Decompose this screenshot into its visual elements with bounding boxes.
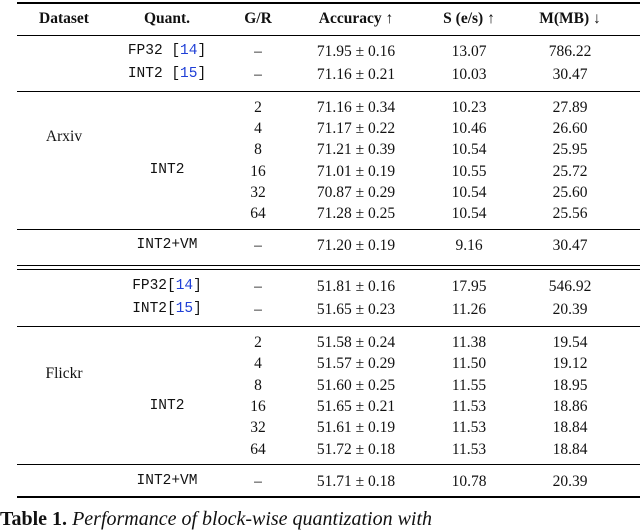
memory-cell: 20.39 xyxy=(552,473,588,490)
accuracy-cell: 51.72 ± 0.18 xyxy=(316,441,396,458)
dataset-arxiv: Arxiv xyxy=(45,128,83,145)
quant-cell: INT2[15] xyxy=(132,301,202,317)
speed-cell: 10.55 xyxy=(451,163,487,180)
memory-cell: 26.60 xyxy=(552,120,588,137)
header-gr: G/R xyxy=(244,10,272,27)
arxiv-rule-2 xyxy=(17,229,640,230)
citation-link[interactable]: 15 xyxy=(175,301,194,317)
gr-cell: 2 xyxy=(254,99,262,116)
accuracy-cell: 71.16 ± 0.21 xyxy=(316,66,396,83)
gr-cell: 64 xyxy=(250,205,266,222)
gr-cell: – xyxy=(254,66,262,83)
speed-cell: 10.46 xyxy=(451,120,487,137)
memory-cell: 546.92 xyxy=(548,278,592,295)
memory-cell: 786.22 xyxy=(548,43,592,60)
speed-cell: 10.54 xyxy=(451,141,487,158)
speed-cell: 10.54 xyxy=(451,205,487,222)
gr-cell: – xyxy=(254,43,262,60)
quant-cell: INT2+VM xyxy=(136,473,198,489)
memory-cell: 30.47 xyxy=(552,237,588,254)
accuracy-cell: 71.20 ± 0.19 xyxy=(316,237,396,254)
accuracy-cell: 51.71 ± 0.18 xyxy=(316,473,396,490)
bottom-rule xyxy=(17,496,640,498)
quant-cell: INT2 xyxy=(149,162,185,178)
accuracy-cell: 51.65 ± 0.23 xyxy=(316,301,396,318)
speed-cell: 11.55 xyxy=(451,377,487,394)
memory-cell: 18.86 xyxy=(552,398,588,415)
memory-cell: 18.95 xyxy=(552,377,588,394)
accuracy-cell: 71.95 ± 0.16 xyxy=(316,43,396,60)
top-rule xyxy=(17,2,640,4)
speed-cell: 10.78 xyxy=(451,473,487,490)
accuracy-cell: 51.58 ± 0.24 xyxy=(316,334,396,351)
caption-text: Performance of block-wise quantization with xyxy=(72,508,433,530)
gr-cell: 32 xyxy=(250,419,266,436)
accuracy-cell: 51.60 ± 0.25 xyxy=(316,377,396,394)
dataset-flickr: Flickr xyxy=(45,365,83,382)
header-memory: M(MB) ↓ xyxy=(539,10,601,27)
accuracy-cell: 71.28 ± 0.25 xyxy=(316,205,396,222)
speed-cell: 11.53 xyxy=(451,398,487,415)
gr-cell: – xyxy=(254,473,262,490)
quant-cell: INT2 [15] xyxy=(127,66,207,82)
memory-cell: 25.60 xyxy=(552,184,588,201)
speed-cell: 10.23 xyxy=(451,99,487,116)
gr-cell: 8 xyxy=(254,377,262,394)
accuracy-cell: 71.21 ± 0.39 xyxy=(316,141,396,158)
speed-cell: 10.54 xyxy=(451,184,487,201)
gr-cell: 2 xyxy=(254,334,262,351)
flickr-rule-2 xyxy=(17,464,640,465)
speed-cell: 17.95 xyxy=(451,278,487,295)
citation-link[interactable]: 14 xyxy=(180,43,198,59)
arxiv-rule-1 xyxy=(17,91,640,92)
accuracy-cell: 71.16 ± 0.34 xyxy=(316,99,396,116)
memory-cell: 20.39 xyxy=(552,301,588,318)
speed-cell: 13.07 xyxy=(451,43,487,60)
caption-label: Table 1. xyxy=(0,508,68,530)
memory-cell: 25.72 xyxy=(552,163,588,180)
gr-cell: 32 xyxy=(250,184,266,201)
gr-cell: 4 xyxy=(254,355,262,372)
citation-link[interactable]: 14 xyxy=(175,278,194,294)
gr-cell: 16 xyxy=(250,163,266,180)
accuracy-cell: 51.81 ± 0.16 xyxy=(316,278,396,295)
speed-cell: 11.53 xyxy=(451,441,487,458)
accuracy-cell: 71.01 ± 0.19 xyxy=(316,163,396,180)
memory-cell: 19.12 xyxy=(552,355,588,372)
header-dataset: Dataset xyxy=(39,10,89,27)
memory-cell: 25.56 xyxy=(552,205,588,222)
speed-cell: 11.38 xyxy=(451,334,487,351)
citation-link[interactable]: 15 xyxy=(180,66,198,82)
table-caption xyxy=(0,509,432,529)
gr-cell: 8 xyxy=(254,141,262,158)
speed-cell: 11.50 xyxy=(451,355,487,372)
speed-cell: 10.03 xyxy=(451,66,487,83)
memory-cell: 27.89 xyxy=(552,99,588,116)
flickr-rule-1 xyxy=(17,326,640,327)
memory-cell: 19.54 xyxy=(552,334,588,351)
section-rule-1 xyxy=(17,265,640,266)
quant-cell: FP32[14] xyxy=(132,278,202,294)
accuracy-cell: 51.57 ± 0.29 xyxy=(316,355,396,372)
section-rule-2 xyxy=(17,269,640,270)
quant-cell: FP32 [14] xyxy=(127,43,207,59)
speed-cell: 11.26 xyxy=(451,301,487,318)
gr-cell: 16 xyxy=(250,398,266,415)
gr-cell: 4 xyxy=(254,120,262,137)
accuracy-cell: 51.61 ± 0.19 xyxy=(316,419,396,436)
header-quant: Quant. xyxy=(143,10,191,27)
memory-cell: 18.84 xyxy=(552,419,588,436)
gr-cell: 64 xyxy=(250,441,266,458)
gr-cell: – xyxy=(254,237,262,254)
memory-cell: 30.47 xyxy=(552,66,588,83)
accuracy-cell: 71.17 ± 0.22 xyxy=(316,120,396,137)
header-speed: S (e/s) ↑ xyxy=(443,10,495,27)
quant-cell: INT2 xyxy=(149,398,185,414)
memory-cell: 18.84 xyxy=(552,441,588,458)
accuracy-cell: 51.65 ± 0.21 xyxy=(316,398,396,415)
memory-cell: 25.95 xyxy=(552,141,588,158)
accuracy-cell: 70.87 ± 0.29 xyxy=(316,184,396,201)
speed-cell: 11.53 xyxy=(451,419,487,436)
header-accuracy: Accuracy ↑ xyxy=(318,10,394,27)
gr-cell: – xyxy=(254,278,262,295)
quant-cell: INT2+VM xyxy=(136,237,198,253)
speed-cell: 9.16 xyxy=(455,237,483,254)
header-rule xyxy=(17,35,640,36)
gr-cell: – xyxy=(254,301,262,318)
